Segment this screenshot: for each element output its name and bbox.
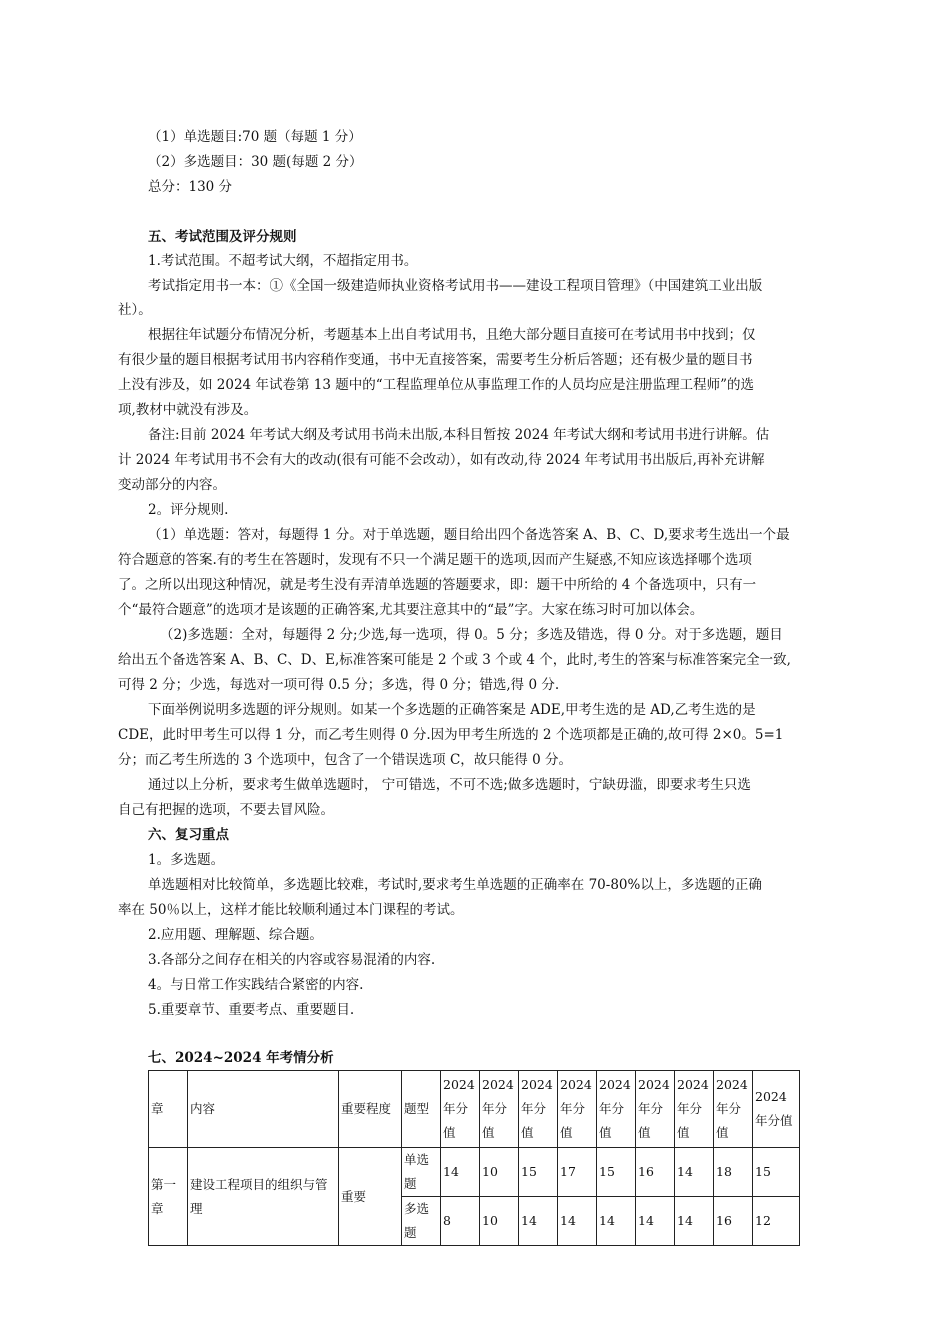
cell-value: 14: [675, 1148, 714, 1197]
header-importance: 重要程度: [339, 1071, 402, 1148]
header-type: 题型: [402, 1071, 441, 1148]
section5-p6-l1: （1）单选题：答对，每题得 1 分。对于单选题，题目给出四个备选答案 A、B、C、D,要求考生选出一个最: [148, 527, 790, 543]
header-year: 2024 年分值: [675, 1071, 714, 1148]
cell-value: 14: [519, 1197, 558, 1246]
cell-value: 14: [558, 1197, 597, 1246]
score-multi: （2）多选题目：30 题(每题 2 分）: [148, 154, 363, 170]
cell-value: 15: [753, 1148, 800, 1197]
cell-value: 10: [480, 1148, 519, 1197]
section5-p4-l2: 计 2024 年考试用书不会有大的改动(很有可能不会改动），如有改动,待 2024 年考试用书出版后,再补充讲解: [118, 452, 765, 468]
section5-p6-l2: 符合题意的答案.有的考生在答题时，发现有不只一个满足题干的选项,因而产生疑惑,不知应该选择哪个选项: [118, 552, 752, 568]
header-year: 2024 年分值: [636, 1071, 675, 1148]
section6-heading: 六、复习重点: [148, 827, 229, 843]
section5-p7-l3: 可得 2 分；少选，每选对一项可得 0.5 分；多选，得 0 分；错选,得 0 分.: [118, 677, 560, 693]
cell-value: 16: [636, 1148, 675, 1197]
section5-p1: 1.考试范围。不超考试大纲，不超指定用书。: [148, 253, 418, 269]
section5-p6-l3: 了。之所以出现这种情况，就是考生没有弄清单选题的答题要求，即：题干中所给的 4 个备选项中，只有一: [118, 577, 757, 593]
section5-p4-l1: 备注:目前 2024 年考试大纲及考试用书尚未出版,本科目暂按 2024 年考试大纲和考试用书进行讲解。估: [148, 427, 770, 443]
section6-item2: 2.应用题、理解题、综合题。: [148, 927, 323, 943]
table-row: [149, 1148, 800, 1197]
header-year: 2024 年分值: [714, 1071, 753, 1148]
section6-item3: 3.各部分之间存在相关的内容或容易混淆的内容.: [148, 952, 436, 968]
header-year: 2024 年分值: [519, 1071, 558, 1148]
header-year: 2024 年分值: [597, 1071, 636, 1148]
header-year: 2024 年分值: [480, 1071, 519, 1148]
score-single: （1）单选题目:70 题（每题 1 分）: [148, 129, 362, 145]
section5-p9-l1: 通过以上分析，要求考生做单选题时， 宁可错选，不可不选;做多选题时，宁缺毋滥，即要求考生只选: [148, 777, 751, 793]
section7-heading: 七、2024~2024 年考情分析: [148, 1050, 334, 1066]
cell-importance: 重要: [339, 1148, 402, 1246]
cell-value: 12: [753, 1197, 800, 1246]
section5-p5: 2。评分规则.: [148, 502, 229, 518]
section5-p3-l1: 根据往年试题分布情况分析，考题基本上出自考试用书，且绝大部分题目直接可在考试用书中找到；仅: [148, 327, 756, 343]
section5-p8-l3: 分；而乙考生所选的 3 个选项中，包含了一个错误选项 C，故只能得 0 分。: [118, 752, 572, 768]
section5-p3-l4: 项,教材中就没有涉及。: [118, 402, 258, 418]
header-year: 2024 年分值: [558, 1071, 597, 1148]
section5-p2-l1: 考试指定用书一本：①《全国一级建造师执业资格考试用书——建设工程项目管理》（中国建筑工业出版: [148, 278, 763, 294]
header-year-last: 2024 年分值: [753, 1071, 800, 1148]
cell-type: 多选题: [402, 1197, 441, 1246]
section6-item4: 4。与日常工作实践结合紧密的内容.: [148, 977, 364, 993]
cell-value: 14: [441, 1148, 480, 1197]
section5-p8-l1: 下面举例说明多选题的评分规则。如某一个多选题的正确答案是 ADE,甲考生选的是 AD,乙考生选的是: [148, 702, 756, 718]
header-content: 内容: [188, 1071, 339, 1148]
section6-item1-l1: 单选题相对比较简单，多选题比较难，考试时,要求考生单选题的正确率在 70-80%以上，多选题的正确: [148, 877, 762, 893]
cell-value: 10: [480, 1197, 519, 1246]
section5-p8-l2: CDE，此时甲考生可以得 1 分，而乙考生则得 0 分.因为甲考生所选的 2 个选项都是正确的,故可得 2×0。5=1: [118, 727, 784, 743]
header-year: 2024 年分值: [441, 1071, 480, 1148]
section5-p7-l1: （2)多选题：全对，每题得 2 分;少选,每一选项，得 0。5 分；多选及错选，得 0 分。对于多选题，题目: [160, 627, 783, 643]
section5-p6-l4: 个“最符合题意”的选项才是该题的正确答案,尤其要注意其中的“最”字。大家在练习时可加以体会。: [118, 602, 704, 618]
section5-p3-l3: 上没有涉及，如 2024 年试卷第 13 题中的“工程监理单位从事监理工作的人员均应是注册监理工程师”的选: [118, 377, 755, 393]
cell-value: 14: [597, 1197, 636, 1246]
cell-value: 16: [714, 1197, 753, 1246]
cell-chapter: 第一章: [149, 1148, 188, 1246]
cell-value: 18: [714, 1148, 753, 1197]
cell-value: 15: [597, 1148, 636, 1197]
section6-item1-l2: 率在 50％以上，这样才能比较顺利通过本门课程的考试。: [118, 902, 464, 918]
cell-type: 单选题: [402, 1148, 441, 1197]
section5-p4-l3: 变动部分的内容。: [118, 477, 226, 493]
section5-p9-l2: 自己有把握的选项，不要去冒风险。: [118, 802, 334, 818]
section5-p2-l2: 社）。: [118, 302, 152, 318]
section5-heading: 五、考试范围及评分规则: [148, 229, 297, 245]
cell-value: 17: [558, 1148, 597, 1197]
cell-value: 14: [675, 1197, 714, 1246]
section5-p7-l2: 给出五个备选答案 A、B、C、D、E,标准答案可能是 2 个或 3 个或 4 个，此时,考生的答案与标准答案完全一致,: [118, 652, 791, 668]
section6-item1: 1。多选题。: [148, 852, 225, 868]
header-chapter: 章: [149, 1071, 188, 1148]
cell-value: 14: [636, 1197, 675, 1246]
cell-value: 15: [519, 1148, 558, 1197]
table-header-row: [149, 1071, 800, 1148]
cell-value: 8: [441, 1197, 480, 1246]
cell-content: 建设工程项目的组织与管理: [188, 1148, 339, 1246]
section5-p3-l2: 有很少量的题目根据考试用书内容稍作变通，书中无直接答案，需要考生分析后答题；还有极少量的题目书: [118, 352, 753, 368]
section6-item5: 5.重要章节、重要考点、重要题目.: [148, 1002, 355, 1018]
exam-stats-table: [148, 1070, 800, 1246]
score-total: 总分：130 分: [148, 179, 233, 195]
